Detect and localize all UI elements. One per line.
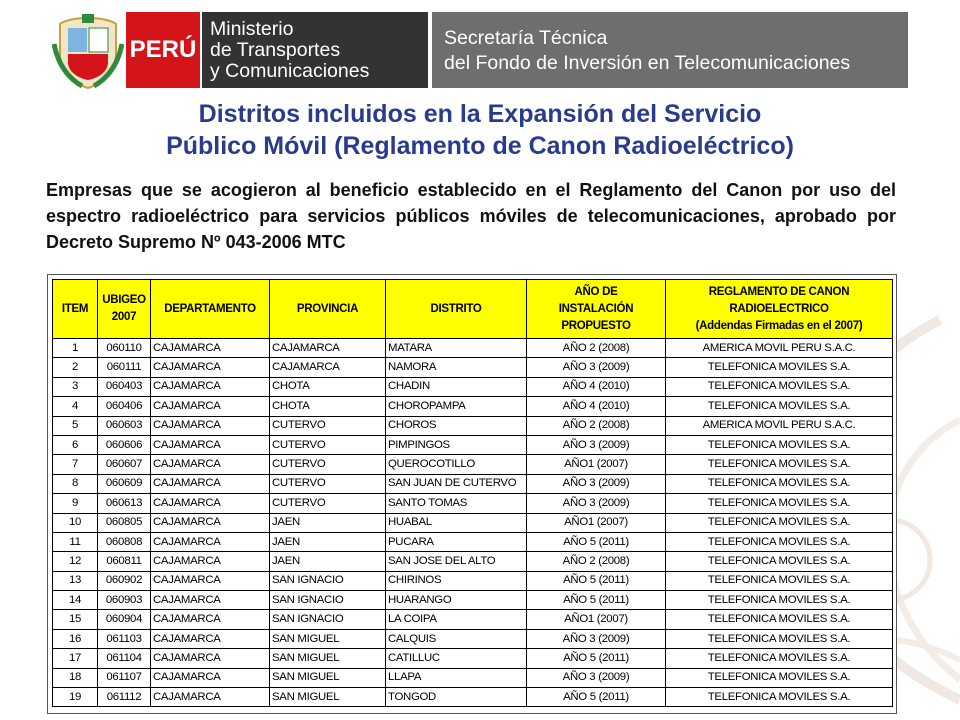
cell-provincia: CUTERVO	[270, 494, 386, 513]
country-label	[126, 12, 200, 88]
cell-provincia: SAN MIGUEL	[270, 629, 386, 648]
cell-item: 4	[53, 397, 98, 416]
cell-departamento: CAJAMARCA	[151, 455, 270, 474]
cell-anio: AÑO 5 (2011)	[527, 688, 666, 707]
cell-ubigeo: 060111	[98, 358, 151, 377]
cell-item: 8	[53, 474, 98, 493]
country-label-text: PERÚ	[129, 36, 197, 63]
table-body	[53, 339, 893, 707]
cell-ubigeo: 061104	[98, 649, 151, 668]
cell-distrito: SANTO TOMAS	[386, 494, 527, 513]
cell-departamento: CAJAMARCA	[151, 668, 270, 687]
cell-departamento: CAJAMARCA	[151, 629, 270, 648]
cell-provincia: CUTERVO	[270, 435, 386, 454]
cell-empresa: TELEFONICA MOVILES S.A.	[666, 688, 893, 707]
cell-distrito: SAN JOSE DEL ALTO	[386, 552, 527, 571]
cell-empresa: TELEFONICA MOVILES S.A.	[666, 571, 893, 590]
table-row	[53, 397, 893, 416]
cell-distrito: LLAPA	[386, 668, 527, 687]
cell-anio: AÑO 3 (2009)	[527, 358, 666, 377]
cell-provincia: JAEN	[270, 532, 386, 551]
cell-provincia: SAN IGNACIO	[270, 571, 386, 590]
header-ubigeo	[98, 280, 151, 339]
cell-departamento: CAJAMARCA	[151, 494, 270, 513]
cell-distrito: CATILLUC	[386, 649, 527, 668]
cell-provincia: SAN IGNACIO	[270, 610, 386, 629]
cell-provincia: SAN MIGUEL	[270, 668, 386, 687]
cell-anio: AÑO 5 (2011)	[527, 591, 666, 610]
title-line: Público Móvil (Reglamento de Canon Radioeléctrico)	[166, 132, 794, 160]
header-reglamento-line: REGLAMENTO DE CANON	[708, 285, 850, 298]
cell-provincia: CUTERVO	[270, 474, 386, 493]
header-anio-line: AÑO DE	[574, 285, 618, 298]
cell-empresa: TELEFONICA MOVILES S.A.	[666, 532, 893, 551]
cell-departamento: CAJAMARCA	[151, 649, 270, 668]
cell-empresa: TELEFONICA MOVILES S.A.	[666, 513, 893, 532]
peru-coat-of-arms-icon	[52, 14, 124, 90]
table-header-row	[53, 280, 893, 339]
table-row	[53, 435, 893, 454]
cell-empresa: TELEFONICA MOVILES S.A.	[666, 358, 893, 377]
cell-item: 15	[53, 610, 98, 629]
table-row	[53, 532, 893, 551]
intro-paragraph: Empresas que se acogieron al beneficio establecido en el Reglamento del Canon por uso del espectro radioeléctrico para servicios públicos móviles de telecomunicaciones, aprobado por Decreto Supremo Nº 043-2006 MTC	[46, 180, 896, 252]
cell-distrito: CALQUIS	[386, 629, 527, 648]
cell-anio: AÑO1 (2007)	[527, 455, 666, 474]
cell-distrito: CHIRINOS	[386, 571, 527, 590]
cell-empresa: AMERICA MOVIL PERU S.A.C.	[666, 339, 893, 358]
table-row	[53, 513, 893, 532]
cell-distrito: TONGOD	[386, 688, 527, 707]
cell-empresa: TELEFONICA MOVILES S.A.	[666, 552, 893, 571]
cell-departamento: CAJAMARCA	[151, 474, 270, 493]
cell-item: 6	[53, 435, 98, 454]
cell-distrito: NAMORA	[386, 358, 527, 377]
cell-empresa: AMERICA MOVIL PERU S.A.C.	[666, 416, 893, 435]
table-row	[53, 688, 893, 707]
cell-provincia: CHOTA	[270, 397, 386, 416]
cell-departamento: CAJAMARCA	[151, 591, 270, 610]
cell-distrito: CHOROS	[386, 416, 527, 435]
table-row	[53, 591, 893, 610]
cell-provincia: JAEN	[270, 552, 386, 571]
secretariat-banner	[432, 12, 908, 88]
table-row	[53, 571, 893, 590]
districts-table-container	[47, 274, 897, 714]
table-row	[53, 668, 893, 687]
cell-item: 19	[53, 688, 98, 707]
cell-distrito: LA COIPA	[386, 610, 527, 629]
cell-anio: AÑO 5 (2011)	[527, 532, 666, 551]
header-banner	[0, 0, 960, 100]
ministry-line: de Transportes	[210, 39, 341, 61]
cell-anio: AÑO 2 (2008)	[527, 339, 666, 358]
cell-ubigeo: 060403	[98, 377, 151, 396]
table-row	[53, 474, 893, 493]
cell-item: 5	[53, 416, 98, 435]
cell-ubigeo: 060609	[98, 474, 151, 493]
header-anio-line: INSTALACIÓN	[558, 302, 634, 315]
cell-departamento: CAJAMARCA	[151, 610, 270, 629]
cell-anio: AÑO 3 (2009)	[527, 668, 666, 687]
header-item-text: ITEM	[61, 302, 89, 315]
cell-ubigeo: 060902	[98, 571, 151, 590]
title-line: Distritos incluidos en la Expansión del Servicio	[198, 100, 762, 128]
cell-departamento: CAJAMARCA	[151, 358, 270, 377]
cell-distrito: PUCARA	[386, 532, 527, 551]
cell-distrito: HUARANGO	[386, 591, 527, 610]
cell-empresa: TELEFONICA MOVILES S.A.	[666, 397, 893, 416]
cell-empresa: TELEFONICA MOVILES S.A.	[666, 610, 893, 629]
cell-anio: AÑO 4 (2010)	[527, 377, 666, 396]
ministry-line: y Comunicaciones	[210, 60, 370, 82]
header-provincia	[270, 280, 386, 339]
cell-anio: AÑO 2 (2008)	[527, 552, 666, 571]
cell-ubigeo: 060607	[98, 455, 151, 474]
page-title	[0, 98, 960, 162]
cell-ubigeo: 060603	[98, 416, 151, 435]
cell-item: 16	[53, 629, 98, 648]
header-provincia-text: PROVINCIA	[296, 302, 359, 315]
cell-anio: AÑO1 (2007)	[527, 610, 666, 629]
cell-distrito: CHOROPAMPA	[386, 397, 527, 416]
cell-provincia: CAJAMARCA	[270, 339, 386, 358]
cell-item: 7	[53, 455, 98, 474]
cell-item: 17	[53, 649, 98, 668]
cell-item: 18	[53, 668, 98, 687]
header-departamento	[151, 280, 270, 339]
cell-item: 10	[53, 513, 98, 532]
secretariat-line: Secretaría Técnica	[444, 27, 608, 49]
cell-ubigeo: 060606	[98, 435, 151, 454]
cell-departamento: CAJAMARCA	[151, 416, 270, 435]
table-row	[53, 552, 893, 571]
cell-departamento: CAJAMARCA	[151, 397, 270, 416]
cell-departamento: CAJAMARCA	[151, 532, 270, 551]
ministry-logo	[202, 12, 428, 88]
cell-ubigeo: 061103	[98, 629, 151, 648]
cell-ubigeo: 061112	[98, 688, 151, 707]
cell-departamento: CAJAMARCA	[151, 552, 270, 571]
cell-item: 9	[53, 494, 98, 513]
cell-item: 3	[53, 377, 98, 396]
cell-empresa: TELEFONICA MOVILES S.A.	[666, 649, 893, 668]
cell-distrito: MATARA	[386, 339, 527, 358]
cell-provincia: SAN MIGUEL	[270, 688, 386, 707]
cell-provincia: SAN MIGUEL	[270, 649, 386, 668]
table-row	[53, 416, 893, 435]
cell-item: 14	[53, 591, 98, 610]
cell-anio: AÑO 5 (2011)	[527, 649, 666, 668]
table-row	[53, 358, 893, 377]
cell-ubigeo: 060903	[98, 591, 151, 610]
table-row	[53, 455, 893, 474]
header-reglamento-line: (Addendas Firmadas en el 2007)	[695, 319, 863, 332]
table-row	[53, 649, 893, 668]
cell-item: 11	[53, 532, 98, 551]
secretariat-line: del Fondo de Inversión en Telecomunicaciones	[444, 52, 851, 74]
cell-empresa: TELEFONICA MOVILES S.A.	[666, 474, 893, 493]
cell-item: 2	[53, 358, 98, 377]
cell-empresa: TELEFONICA MOVILES S.A.	[666, 494, 893, 513]
table-row	[53, 377, 893, 396]
cell-ubigeo: 060613	[98, 494, 151, 513]
cell-empresa: TELEFONICA MOVILES S.A.	[666, 668, 893, 687]
cell-anio: AÑO 3 (2009)	[527, 474, 666, 493]
table-row	[53, 629, 893, 648]
cell-empresa: TELEFONICA MOVILES S.A.	[666, 435, 893, 454]
cell-ubigeo: 060406	[98, 397, 151, 416]
cell-empresa: TELEFONICA MOVILES S.A.	[666, 455, 893, 474]
cell-anio: AÑO 3 (2009)	[527, 435, 666, 454]
cell-item: 13	[53, 571, 98, 590]
cell-ubigeo: 060110	[98, 339, 151, 358]
cell-item: 1	[53, 339, 98, 358]
cell-empresa: TELEFONICA MOVILES S.A.	[666, 377, 893, 396]
cell-distrito: SAN JUAN DE CUTERVO	[386, 474, 527, 493]
cell-anio: AÑO1 (2007)	[527, 513, 666, 532]
cell-provincia: JAEN	[270, 513, 386, 532]
cell-departamento: CAJAMARCA	[151, 571, 270, 590]
cell-ubigeo: 060811	[98, 552, 151, 571]
cell-empresa: TELEFONICA MOVILES S.A.	[666, 591, 893, 610]
cell-distrito: PIMPINGOS	[386, 435, 527, 454]
ministry-line: Ministerio	[210, 18, 294, 40]
header-distrito-text: DISTRITO	[430, 302, 482, 315]
header-reglamento	[666, 280, 893, 339]
cell-item: 12	[53, 552, 98, 571]
cell-departamento: CAJAMARCA	[151, 339, 270, 358]
cell-provincia: CAJAMARCA	[270, 358, 386, 377]
header-anio	[527, 280, 666, 339]
cell-empresa: TELEFONICA MOVILES S.A.	[666, 629, 893, 648]
cell-distrito: QUEROCOTILLO	[386, 455, 527, 474]
header-anio-line: PROPUESTO	[561, 319, 631, 332]
cell-provincia: SAN IGNACIO	[270, 591, 386, 610]
cell-ubigeo: 060808	[98, 532, 151, 551]
cell-anio: AÑO 2 (2008)	[527, 416, 666, 435]
cell-anio: AÑO 5 (2011)	[527, 571, 666, 590]
cell-provincia: CUTERVO	[270, 455, 386, 474]
header-ubigeo-line: UBIGEO	[102, 294, 146, 306]
header-ubigeo-line: 2007	[111, 311, 137, 323]
cell-provincia: CHOTA	[270, 377, 386, 396]
table-row	[53, 494, 893, 513]
districts-table	[52, 279, 893, 707]
table-row	[53, 339, 893, 358]
cell-ubigeo: 060904	[98, 610, 151, 629]
cell-ubigeo: 060805	[98, 513, 151, 532]
cell-distrito: HUABAL	[386, 513, 527, 532]
header-item	[53, 280, 98, 339]
cell-anio: AÑO 3 (2009)	[527, 494, 666, 513]
header-departamento-text: DEPARTAMENTO	[164, 302, 256, 315]
cell-distrito: CHADIN	[386, 377, 527, 396]
cell-provincia: CUTERVO	[270, 416, 386, 435]
cell-departamento: CAJAMARCA	[151, 513, 270, 532]
cell-anio: AÑO 4 (2010)	[527, 397, 666, 416]
table-row	[53, 610, 893, 629]
header-reglamento-line: RADIOELECTRICO	[729, 302, 829, 315]
cell-departamento: CAJAMARCA	[151, 377, 270, 396]
cell-ubigeo: 061107	[98, 668, 151, 687]
cell-departamento: CAJAMARCA	[151, 435, 270, 454]
header-distrito	[386, 280, 527, 339]
cell-anio: AÑO 3 (2009)	[527, 629, 666, 648]
cell-departamento: CAJAMARCA	[151, 688, 270, 707]
